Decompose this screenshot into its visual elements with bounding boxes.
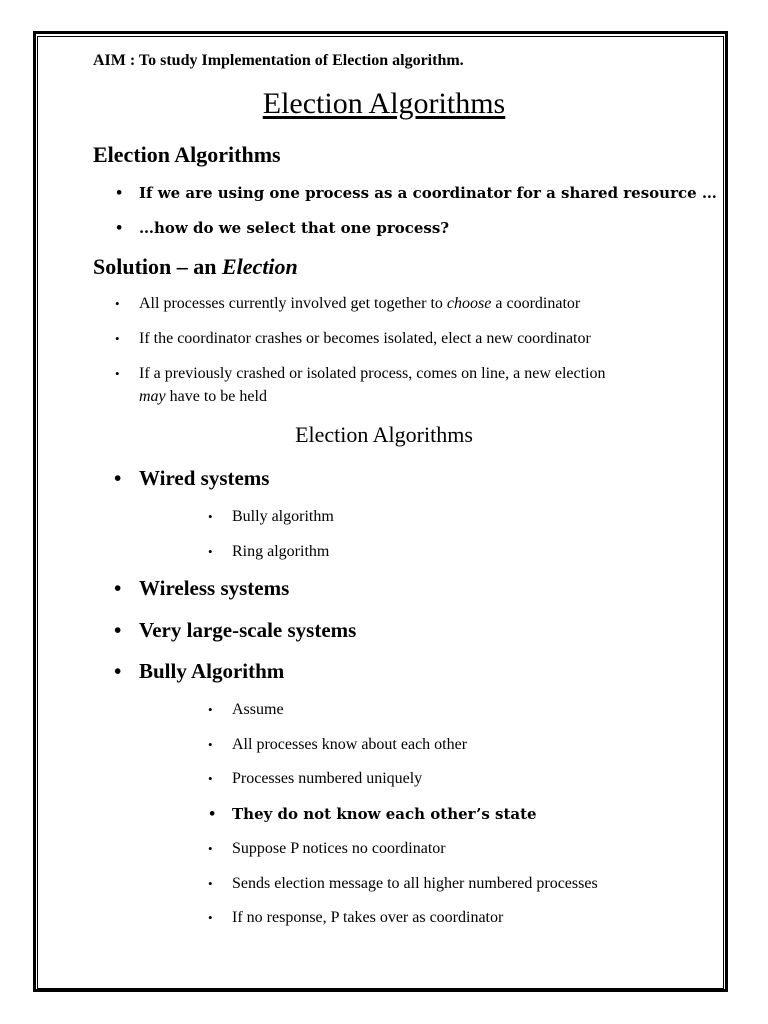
list-item-emphasis: choose	[446, 295, 492, 312]
list-item	[208, 508, 334, 526]
list-item-text: Assume	[232, 701, 284, 718]
bullet-icon: •	[208, 910, 213, 925]
list-item-bully-algorithm	[114, 659, 285, 683]
list-item	[208, 736, 468, 754]
bullet-icon: •	[115, 296, 120, 311]
bullet-icon: •	[208, 544, 213, 559]
page-title: Election Algorithms	[262, 87, 506, 120]
list-item-text: If we are using one process as a coordinator for a shared resource …	[139, 184, 717, 202]
list-item-text: Suppose P notices no coordinator	[232, 840, 446, 857]
bullet-icon: •	[114, 576, 122, 600]
list-item	[115, 219, 450, 237]
list-item	[208, 875, 598, 893]
list-item-text: Bully algorithm	[232, 508, 334, 525]
list-item-text: All processes know about each other	[232, 736, 468, 753]
bullet-icon: •	[114, 659, 122, 683]
aim-statement: AIM : To study Implementation of Election algorithm.	[93, 52, 464, 69]
list-item-text: Processes numbered uniquely	[232, 770, 423, 787]
list-item-wireless-systems	[114, 576, 290, 600]
list-item-text-line1: If a previously crashed or isolated process, comes on line, a new election	[139, 365, 606, 382]
list-item-text: If no response, P takes over as coordinator	[232, 909, 504, 926]
list-item-text: Wired systems	[139, 466, 270, 490]
list-item-text: Sends election message to all higher numbered processes	[232, 875, 598, 892]
section-title-election-algorithms: Election Algorithms	[295, 422, 473, 447]
bullet-icon: •	[208, 841, 213, 856]
bullet-icon: •	[115, 221, 124, 236]
bullet-icon: •	[208, 509, 213, 524]
list-item	[208, 840, 446, 858]
bullet-icon: •	[115, 366, 120, 381]
list-item	[115, 365, 606, 383]
bullet-icon: •	[208, 771, 213, 786]
list-item-text-pre: All processes currently involved get together to	[139, 295, 447, 312]
list-item	[115, 330, 591, 348]
heading-emphasis: Election	[222, 254, 298, 279]
list-item	[208, 770, 423, 788]
bullet-icon: •	[115, 331, 120, 346]
list-item-text: They do not know each other’s state	[232, 805, 537, 823]
list-item-text-post: a coordinator	[491, 295, 581, 312]
bullet-icon: •	[208, 702, 213, 717]
list-item	[115, 184, 717, 202]
list-item-text: Wireless systems	[139, 576, 290, 600]
list-item-text: …how do we select that one process?	[139, 219, 450, 237]
bullet-icon: •	[114, 466, 122, 490]
bullet-icon: •	[208, 876, 213, 891]
list-item	[208, 805, 537, 823]
section-heading-solution	[93, 254, 298, 279]
list-item-text: Bully Algorithm	[139, 659, 285, 683]
list-item	[208, 701, 284, 719]
section-heading-election-algorithms: Election Algorithms	[93, 142, 281, 167]
list-item-text: Ring algorithm	[232, 543, 330, 560]
list-item-emphasis: may	[139, 388, 166, 405]
bullet-icon: •	[208, 737, 213, 752]
list-item-text-line2: have to be held	[165, 388, 267, 405]
bullet-icon: •	[115, 186, 124, 201]
list-item	[115, 295, 581, 313]
heading-prefix: Solution – an	[93, 254, 222, 279]
list-item	[208, 909, 504, 927]
list-item-continuation	[139, 388, 267, 406]
bullet-icon: •	[114, 618, 122, 642]
list-item-text: Very large-scale systems	[139, 618, 357, 642]
list-item-wired-systems	[114, 466, 270, 490]
list-item	[208, 543, 330, 561]
bullet-icon: •	[208, 807, 217, 822]
list-item-text: If the coordinator crashes or becomes isolated, elect a new coordinator	[139, 330, 591, 347]
list-item-large-scale-systems	[114, 618, 357, 642]
